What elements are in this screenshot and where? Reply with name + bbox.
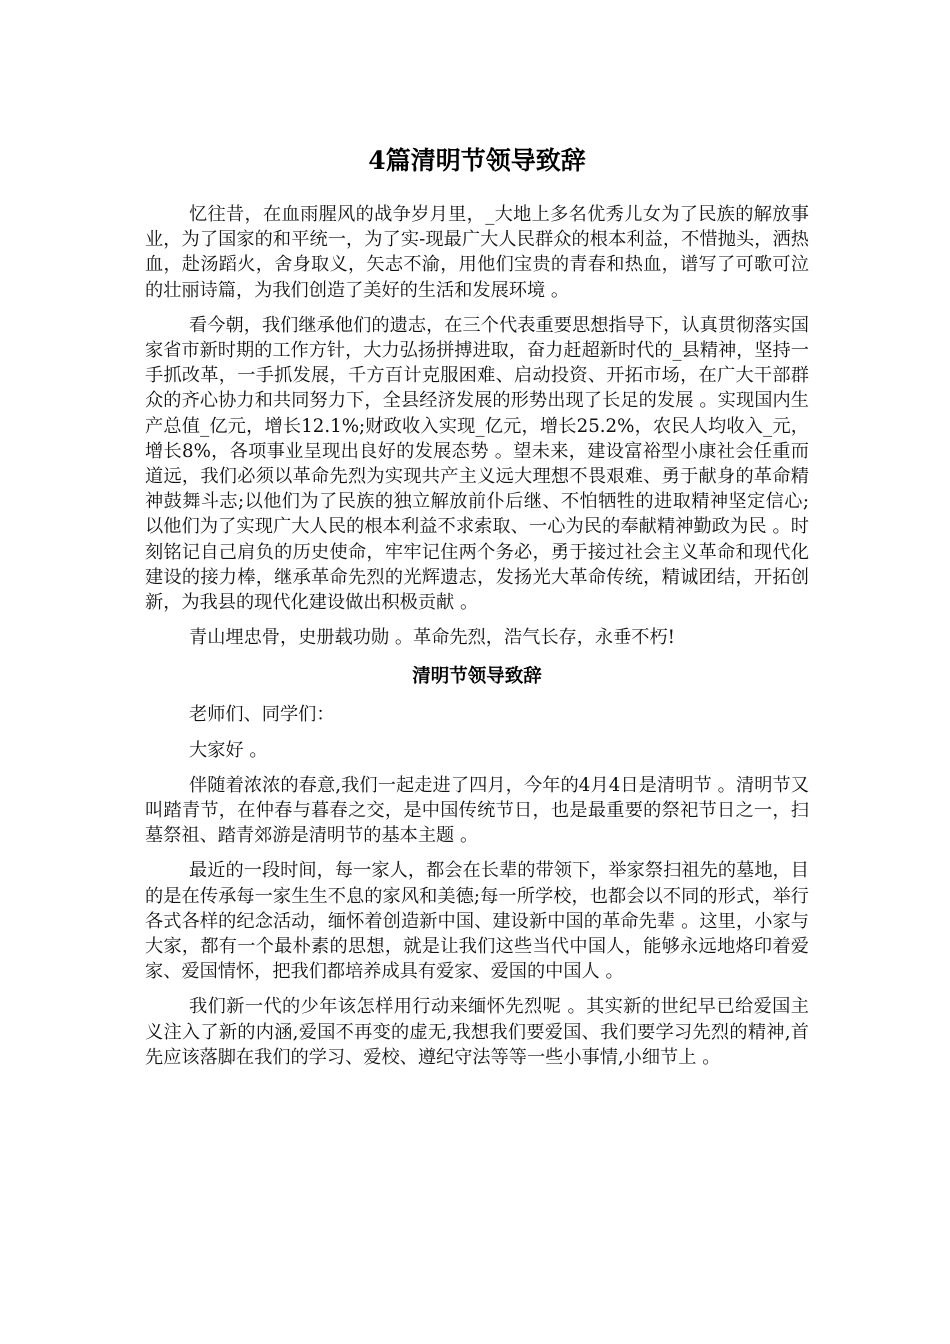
paragraph-look-today: 看今朝，我们继承他们的遗志，在三个代表重要思想指导下，认真贯彻落实国家省市新时期的工作方针，大力弘扬拼搏进取，奋力赶超新时代的_县精神，坚持一手抓改革，一手抓发展，千方百计克服困难、启动投资、开拓市场，在广大干部群众的齐心协力和共同努力下，全县经济发展的形势出现了长足的发展 。实现国内生产总值_亿元，增长12.1%;财政收入实现_亿元，增长25.2%，农民人均收入_元，增长8%，各项事业呈现出良好的发展态势 。望未来，建设富裕型小康社会任重而道远，我们必须以革命先烈为实现共产主义远大理想不畏艰难、勇于献身的革命精神鼓舞斗志;以他们为了民族的独立解放前仆后继、不怕牺牲的进取精神坚定信心;以他们为了实现广大人民的根本利益不求索取、一心为民的奉献精神勤政为民 。时刻铭记自己肩负的历史使命，牢牢记住两个务必，勇于接过社会主义革命和现代化建设的接力棒，继承革命先烈的光辉遗志，发扬光大革命传统，精诚团结，开拓创新，为我县的现代化建设做出积极贡献 。	[145, 314, 809, 614]
paragraph-greeting: 大家好 。	[189, 739, 268, 761]
document-title: 4篇清明节领导致辞	[368, 146, 586, 175]
paragraph-recall-past: 忆往昔，在血雨腥风的战争岁月里，_大地上多名优秀儿女为了民族的解放事业，为了国家的和平统一，为了实-现最广大人民群众的根本利益，不惜抛头，洒热血，赴汤蹈火，舍身取义，矢志不渝，用他们宝贵的青春和热血，谱写了可歌可泣的壮丽诗篇，为我们创造了美好的生活和发展环境 。	[145, 204, 809, 301]
paragraph-new-generation: 我们新一代的少年该怎样用行动来缅怀先烈呢 。其实新的世纪早已给爱国主义注入了新的内涵,爱国不再变的虚无,我想我们要爱国、我们要学习先烈的精神,首先应该落脚在我们的学习、爱校、遵纪守法等等一些小事情,小细节上 。	[145, 996, 809, 1068]
paragraph-closing-tribute: 青山埋忠骨，史册载功勋 。革命先烈，浩气长存，永垂不朽!	[189, 627, 675, 649]
document-body	[145, 143, 809, 1080]
paragraph-salutation: 老师们、同学们：	[189, 704, 335, 726]
section-title: 清明节领导致辞	[412, 666, 542, 688]
paragraph-qingming-intro: 伴随着浓浓的春意,我们一起走进了四月，今年的4月4日是清明节 。清明节又叫踏青节，在仲春与暮春之交，是中国传统节日，也是最重要的祭祀节日之一，扫墓祭祖、踏青郊游是清明节的基本主题 。	[145, 774, 809, 847]
paragraph-family-school: 最近的一段时间，每一家人，都会在长辈的带领下，举家祭扫祖先的墓地，目的是在传承每一家生生不息的家风和美德;每一所学校，也都会以不同的形式，举行各式各样的纪念活动，缅怀着创造新中国、建设新中国的革命先辈 。这里，小家与大家，都有一个最朴素的思想，就是让我们这些当代中国人，能够永远地烙印着爱家、爱国情怀，把我们都培养成具有爱家、爱国的中国人 。	[145, 860, 809, 983]
